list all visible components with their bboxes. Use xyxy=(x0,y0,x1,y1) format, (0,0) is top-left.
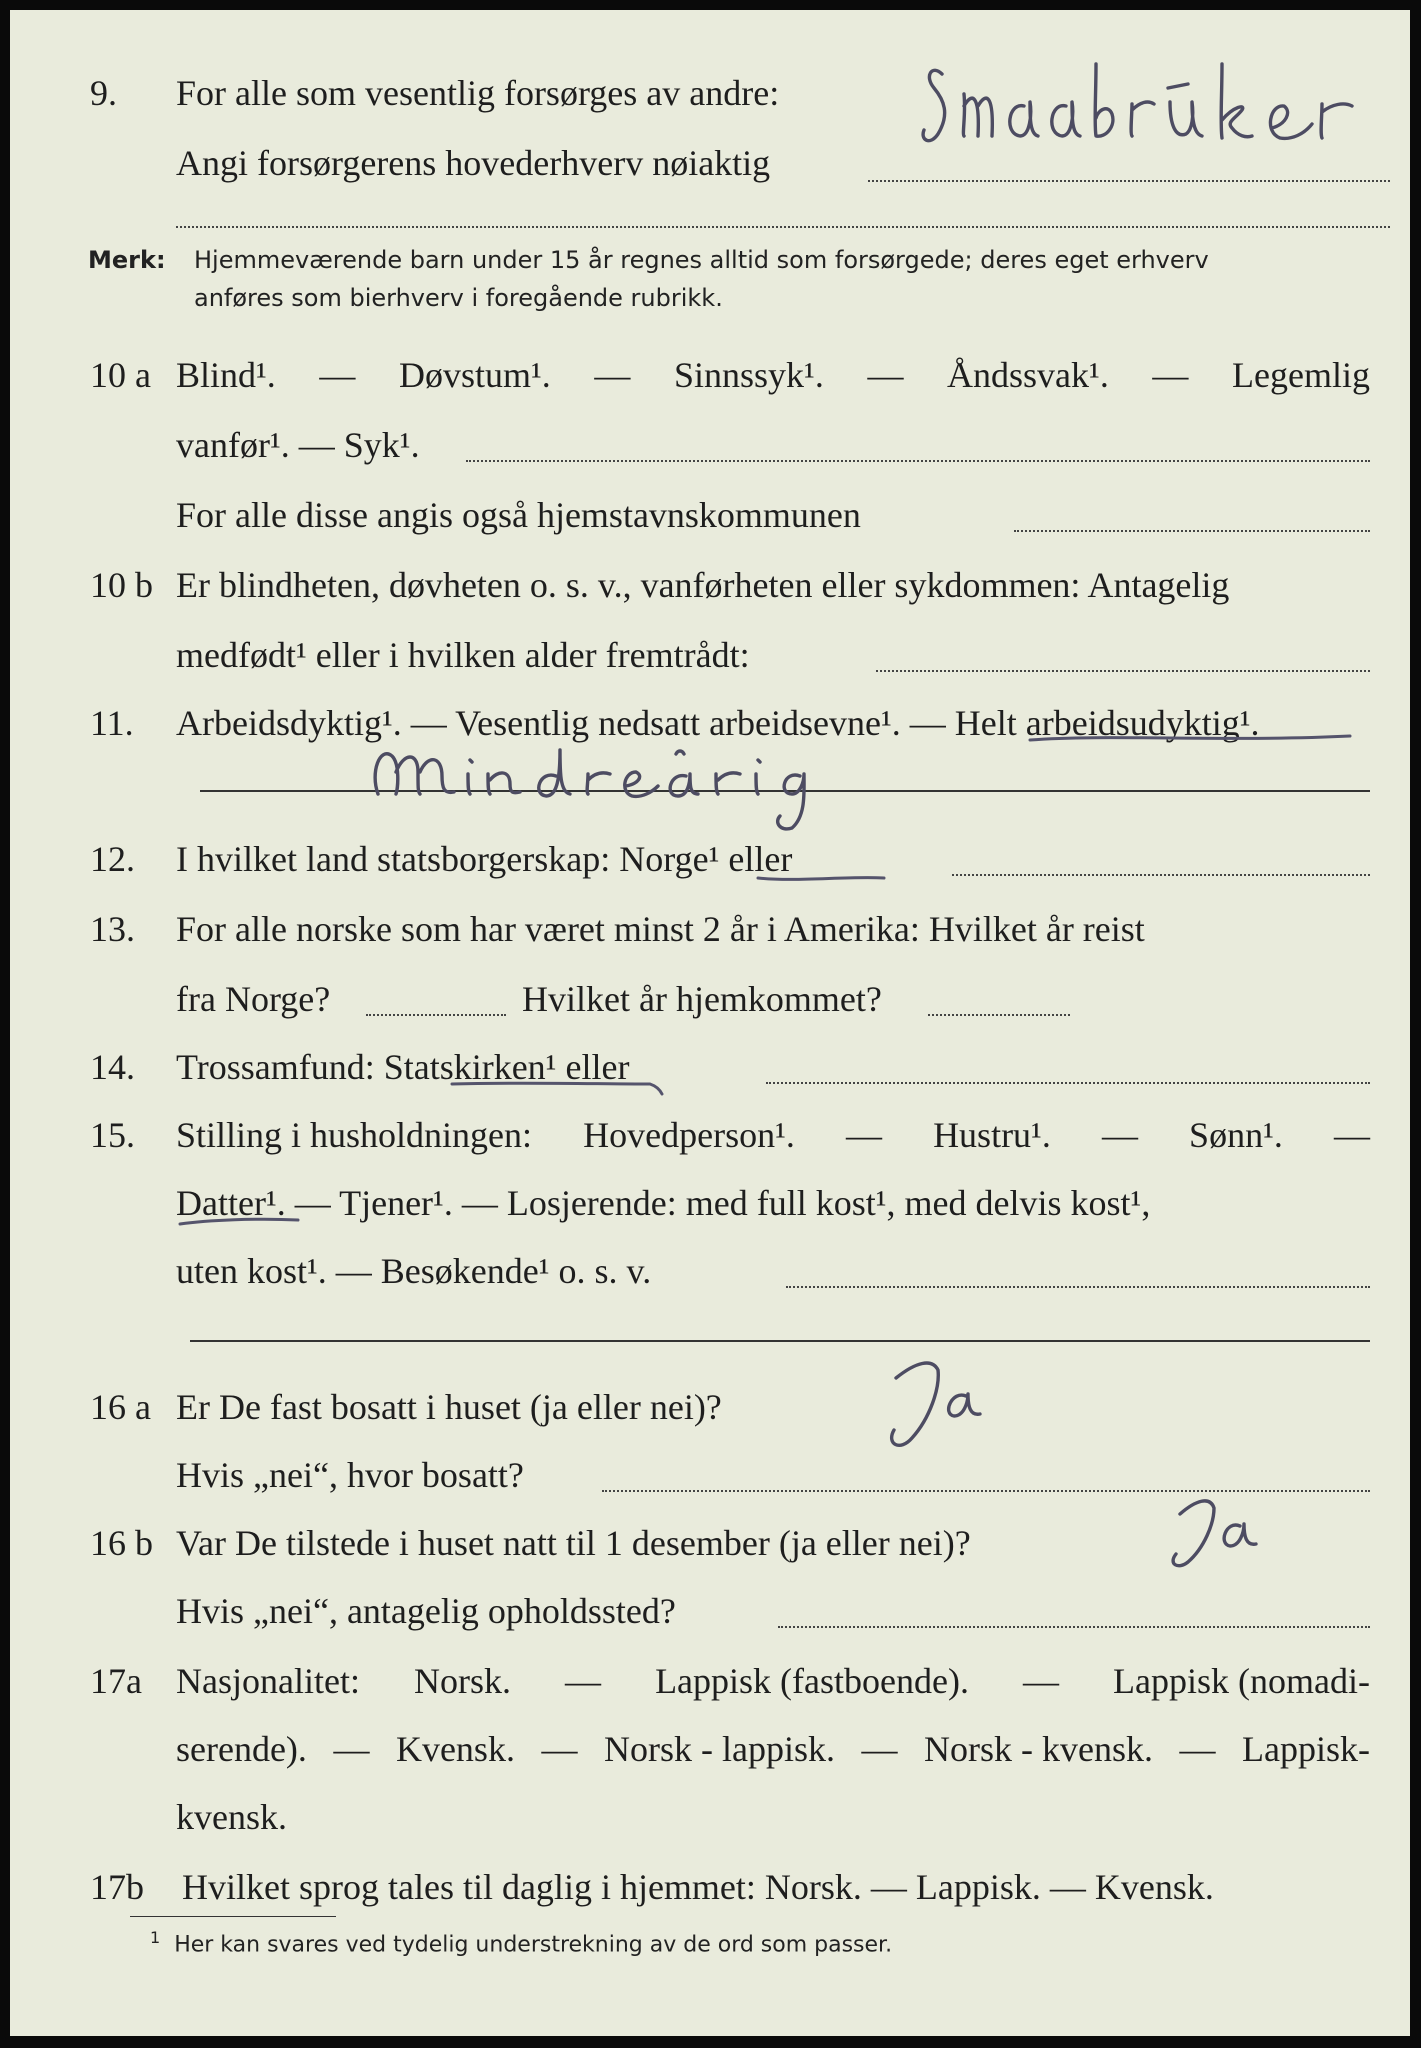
item-number: 13. xyxy=(90,909,135,949)
item-17b-line xyxy=(10,1856,1410,1916)
dash-separator: — xyxy=(1179,1729,1216,1769)
footnote-mark: 1 xyxy=(150,1928,161,1947)
item-17a-line-1 xyxy=(10,1650,1410,1710)
item-13-line-1 xyxy=(10,898,1410,958)
item-16a-question-2: Hvis „nei“, hvor bosatt? xyxy=(176,1455,524,1495)
item-10b-line-1 xyxy=(10,554,1410,614)
item-number: 10 b xyxy=(90,565,153,605)
option-legemlig: Legemlig xyxy=(1232,355,1370,395)
answer-dotted-line xyxy=(876,670,1370,672)
dash-separator: — xyxy=(845,1115,882,1155)
item-15-options-2 xyxy=(176,1182,1150,1224)
item-15-options xyxy=(176,1114,1370,1156)
item-15-line-3 xyxy=(10,1240,1410,1300)
option-sinnssyk: Sinnssyk¹. xyxy=(674,355,824,395)
option-norsk-kvensk: Norsk - kvensk. xyxy=(924,1729,1153,1769)
item-10a-line-2 xyxy=(10,414,1410,474)
dash-separator: — xyxy=(1152,355,1189,395)
answer-dotted-line xyxy=(466,460,1370,462)
underline-mark xyxy=(450,1078,666,1096)
item-11-options-text: Arbeidsdyktig¹. — Vesentlig nedsatt arbeidsevne¹. — xyxy=(176,703,955,743)
note-line-1 xyxy=(88,246,1209,274)
option-lappisk-nomadiserende: Lappisk (nomadi- xyxy=(1113,1661,1370,1701)
item-10b-question-2: medfødt¹ eller i hvilken alder fremtrådt: xyxy=(176,635,750,675)
handwritten-answer-mindrearig xyxy=(360,732,900,832)
dash-separator: — xyxy=(565,1661,602,1701)
note-label: Merk: xyxy=(88,246,166,274)
item-16a-question: Er De fast bosatt i huset (ja eller nei)? xyxy=(176,1387,722,1427)
item-16b-line-2 xyxy=(10,1580,1410,1640)
item-17a-line-3 xyxy=(10,1786,1410,1846)
item-13-question-hjemkommet: Hvilket år hjemkommet? xyxy=(522,979,882,1019)
item-9-question-2: Angi forsørgerens hovederhverv nøiaktig xyxy=(176,143,771,183)
footnote-text: Her kan svares ved tydelig understrekning av de ord som passer. xyxy=(174,1932,893,1958)
item-number: 12. xyxy=(90,839,135,879)
answer-dotted-line xyxy=(952,874,1370,876)
answer-dotted-line xyxy=(778,1626,1370,1628)
underline-mark xyxy=(1028,730,1352,746)
item-17a-line-2 xyxy=(10,1718,1410,1778)
dash-separator: — xyxy=(319,355,356,395)
item-number: 17a xyxy=(90,1661,142,1701)
item-15-options-3: uten kost¹. — Besøkende¹ o. s. v. xyxy=(176,1251,652,1291)
option-datter: Datter¹. xyxy=(176,1183,286,1223)
option-lappisk-fastboende: Lappisk (fastboende). xyxy=(655,1661,969,1701)
item-16b-question: Var De tilstede i huset natt til 1 desember (ja eller nei)? xyxy=(176,1523,971,1563)
item-number: 16 b xyxy=(90,1523,153,1563)
item-16a-line-1 xyxy=(10,1376,1410,1436)
note-text: Hjemmeværende barn under 15 år regnes alltid som forsørgede; deres eget erhverv xyxy=(194,246,1209,274)
item-10b-line-2 xyxy=(10,624,1410,684)
answer-dotted-line xyxy=(766,1082,1370,1084)
item-15-line-1 xyxy=(10,1104,1410,1164)
dash-separator: — xyxy=(333,1729,370,1769)
footnote xyxy=(150,1928,892,1957)
item-12-or: eller xyxy=(719,839,793,879)
item-number: 16 a xyxy=(90,1387,151,1427)
item-number: 15. xyxy=(90,1115,135,1155)
item-9-question: For alle som vesentlig forsørges av andre: xyxy=(176,73,780,113)
item-10b-question: Er blindheten, døvheten o. s. v., vanførheten eller sykdommen: Antagelig xyxy=(176,565,1230,605)
item-10a-line-3 xyxy=(10,484,1410,544)
option-andssvak: Åndssvak¹. xyxy=(947,355,1109,395)
item-10a-options xyxy=(176,354,1370,396)
item-number: 11. xyxy=(90,703,134,743)
answer-dotted-line xyxy=(366,1014,506,1016)
item-13-line-2 xyxy=(10,968,1410,1028)
answer-dotted-line xyxy=(1014,530,1370,532)
option-lappisk-kvensk: Lappisk- xyxy=(1242,1729,1370,1769)
option-sonn: Sønn¹. xyxy=(1189,1115,1283,1155)
item-13-question: For alle norske som har været minst 2 år i Amerika: Hvilket år reist xyxy=(176,909,1145,949)
option-kvensk: Kvensk. xyxy=(395,1729,515,1769)
item-17b-question: Hvilket sprog tales til daglig i hjemmet: Norsk. — Lappisk. — Kvensk. xyxy=(182,1867,1214,1907)
dash-separator: — xyxy=(541,1729,578,1769)
option-norsk-lappisk: Norsk - lappisk. xyxy=(603,1729,835,1769)
underline-mark xyxy=(178,1214,300,1228)
item-16b-question-2: Hvis „nei“, antagelig opholdssted? xyxy=(176,1591,676,1631)
continuation-dotted-line xyxy=(176,226,1390,228)
item-17a-options xyxy=(176,1660,1370,1702)
answer-dotted-line xyxy=(868,180,1390,182)
item-number: 17b xyxy=(90,1867,144,1907)
item-number: 14. xyxy=(90,1047,135,1087)
item-15-options-2-text: — Tjener¹. — Losjerende: med full kost¹, med delvis kost¹, xyxy=(285,1183,1151,1223)
dash-separator: — xyxy=(861,1729,898,1769)
item-12-line xyxy=(10,828,1410,888)
item-14-line xyxy=(10,1036,1410,1096)
option-statskirken: Statskirken¹ xyxy=(383,1047,557,1087)
item-number: 10 a xyxy=(90,355,151,395)
dash-separator: — xyxy=(1333,1115,1370,1155)
item-14-question-text: Trossamfund: xyxy=(176,1047,384,1087)
dash-separator: — xyxy=(867,355,904,395)
option-hustru: Hustru¹. xyxy=(933,1115,1051,1155)
item-17a-options-2 xyxy=(176,1728,1370,1770)
item-12-question-text: I hvilket land statsborgerskap: xyxy=(176,839,620,879)
item-10a-question: For alle disse angis også hjemstavnskommunen xyxy=(176,495,861,535)
option-norge: Norge¹ xyxy=(619,839,720,879)
option-text: serende). xyxy=(176,1729,307,1769)
option-dovstum: Døvstum¹. xyxy=(399,355,551,395)
option-blind: Blind¹. xyxy=(176,355,276,395)
item-14-or: eller xyxy=(556,1047,630,1087)
answer-line xyxy=(190,1340,1370,1342)
option-text: kvensk. xyxy=(176,1797,287,1837)
dash-separator: — xyxy=(594,355,631,395)
handwritten-answer-smaabruker xyxy=(920,54,1400,164)
footnote-separator xyxy=(130,1916,336,1917)
item-number: 9. xyxy=(90,73,117,113)
census-form-page xyxy=(10,10,1410,2036)
item-10a-options-2: vanfør¹. — Syk¹. xyxy=(176,425,420,465)
option-hovedperson: Hovedperson¹. xyxy=(583,1115,795,1155)
item-15-question: Stilling i husholdningen: xyxy=(176,1115,533,1155)
handwritten-answer-ja xyxy=(856,1348,1026,1458)
option-helt-arbeidsudyktig: Helt arbeidsudyktig¹. xyxy=(954,703,1260,743)
note-line-2: anføres som bierhverv i foregående rubrikk. xyxy=(194,284,723,312)
item-17a-question: Nasjonalitet: xyxy=(176,1661,360,1701)
item-12-question xyxy=(176,838,792,880)
answer-dotted-line xyxy=(928,1014,1070,1016)
item-10a-line-1 xyxy=(10,344,1410,404)
item-13-question-reist: fra Norge? xyxy=(176,979,331,1019)
dash-separator: — xyxy=(1101,1115,1138,1155)
answer-dotted-line xyxy=(786,1286,1370,1288)
handwritten-answer-ja xyxy=(1160,1484,1280,1584)
underline-mark xyxy=(756,872,886,886)
option-norsk: Norsk. xyxy=(414,1661,511,1701)
dash-separator: — xyxy=(1023,1661,1059,1701)
